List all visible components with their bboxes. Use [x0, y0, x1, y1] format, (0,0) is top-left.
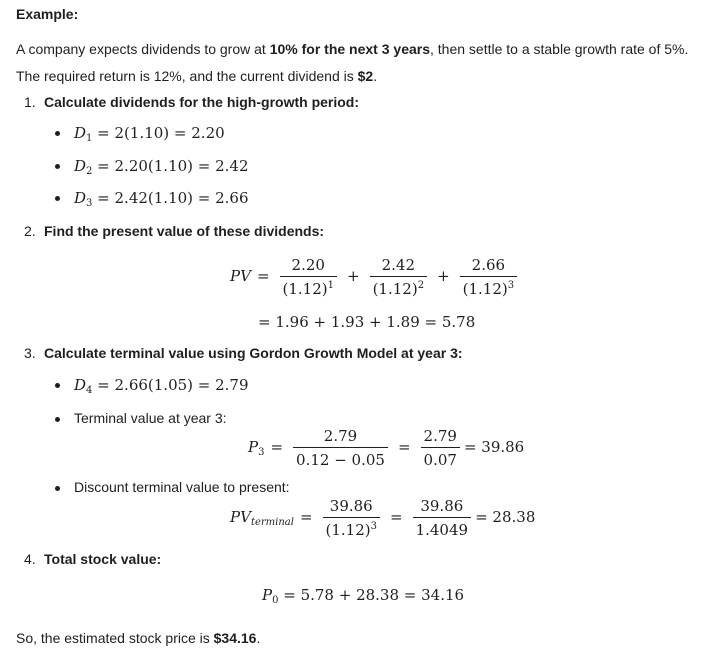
denominator: $(1.12)^2$ [372, 280, 425, 298]
exponent: 1 [327, 280, 334, 291]
equals-sign: = [299, 508, 313, 526]
expression: = 2.20(1.10) = 2.42 [92, 157, 249, 175]
equals-sign: = [390, 508, 403, 526]
symbol: D [74, 157, 87, 175]
bullet-dot [55, 131, 60, 136]
tv-fraction-2 [421, 427, 460, 469]
discount-bullet [74, 479, 290, 495]
equals-sign: = [256, 267, 270, 285]
step-1 [24, 94, 359, 110]
subscript: 4 [86, 385, 93, 396]
dividend-d4 [74, 376, 249, 396]
bullet-dot [55, 164, 60, 169]
tv-fraction-1 [293, 427, 388, 469]
denominator: $(1.12)^3$ [462, 280, 515, 298]
expression: = 2(1.10) = 2.20 [92, 124, 225, 142]
pv-term-3 [460, 256, 517, 298]
numerator: 2.42 [370, 256, 427, 277]
dividend-d3 [74, 189, 249, 209]
pv-result: = 1.96 + 1.93 + 1.89 = 5.78 [258, 313, 476, 331]
bullet-dot [55, 486, 60, 491]
intro-highlight-growth: 10% for the next 3 years [269, 41, 430, 57]
terminal-value-equation [248, 427, 524, 469]
intro-highlight-dividend: $2 [357, 68, 374, 84]
discount-fraction-2 [413, 497, 472, 539]
subscript: 0 [272, 595, 279, 606]
intro-paragraph [16, 36, 706, 90]
pv-equation [230, 256, 521, 298]
step-label: Calculate terminal value using Gordon Growth Model at year 3: [44, 345, 463, 361]
step-label: Calculate dividends for the high-growth period: [44, 94, 360, 110]
symbol: D [74, 124, 87, 142]
bullet-dot [55, 383, 60, 388]
p0-symbol: P [262, 586, 273, 604]
example-heading: Example: [16, 6, 79, 22]
conclusion [16, 630, 260, 646]
step-2 [24, 223, 324, 239]
numerator: 39.86 [413, 497, 472, 518]
total-expression: = 5.78 + 28.38 = 34.16 [278, 586, 465, 604]
plus-sign: + [437, 267, 450, 285]
subscript: 3 [258, 447, 265, 458]
step-4 [24, 551, 161, 567]
discount-equation [230, 497, 535, 539]
step-number: 3. [24, 345, 36, 361]
symbol: D [74, 189, 87, 207]
bullet-dot [55, 196, 60, 201]
conclusion-suffix: . [256, 630, 261, 646]
exponent: 3 [507, 280, 515, 291]
equals-sign: = [397, 438, 411, 456]
subscript: 1 [86, 133, 93, 144]
step-number: 2. [24, 223, 36, 239]
discount-fraction-1 [323, 497, 380, 539]
step-number: 1. [24, 94, 36, 110]
step-label: Total stock value: [44, 551, 162, 567]
p3-result: = 39.86 [463, 438, 525, 456]
step-3 [24, 345, 463, 361]
numerator: 2.66 [460, 256, 517, 277]
terminal-value-label: Terminal value at year 3: [74, 410, 227, 426]
dividend-d2 [74, 157, 249, 177]
denominator: $(1.12)^1$ [282, 280, 334, 298]
p3-symbol: P [248, 438, 259, 456]
intro-text-3: . [373, 68, 378, 84]
pv-terminal-result: = 28.38 [475, 508, 536, 526]
symbol: D [74, 376, 87, 394]
discount-label: Discount terminal value to present: [74, 479, 290, 495]
exponent: 2 [417, 280, 425, 291]
denominator: 0.12 − 0.05 [296, 451, 385, 469]
denominator: $(1.12)^3$ [325, 521, 377, 539]
conclusion-prefix: So, the estimated stock price is [16, 630, 214, 646]
numerator: 2.79 [421, 427, 460, 448]
pv-lhs: PV [230, 267, 251, 285]
pv-term-1 [280, 256, 337, 298]
bullet-dot [55, 417, 60, 422]
dividend-d1 [74, 124, 225, 144]
intro-text-2: , then settle to a stable growth rate of 5%. The required return is 12%, and the current dividend is [16, 41, 689, 84]
numerator: 2.20 [280, 256, 337, 277]
expression: = 2.66(1.05) = 2.79 [92, 376, 249, 394]
expression: = 2.42(1.10) = 2.66 [92, 189, 249, 207]
pv-terminal-symbol: PV [230, 508, 251, 526]
denominator: 0.07 [423, 451, 457, 469]
terminal-value-bullet [74, 410, 227, 426]
intro-text-1: A company expects dividends to grow at [16, 41, 270, 57]
numerator: 2.79 [293, 427, 388, 448]
pv-term-2 [370, 256, 427, 298]
subscript: 2 [86, 166, 93, 177]
subscript: 3 [86, 198, 93, 209]
denominator: 1.4049 [415, 521, 469, 539]
numerator: 39.86 [323, 497, 380, 518]
exponent: 3 [370, 521, 377, 532]
step-label: Find the present value of these dividends: [44, 223, 325, 239]
total-value-equation [262, 586, 464, 606]
subscript: terminal [250, 517, 294, 528]
equals-sign: = [270, 438, 284, 456]
step-number: 4. [24, 551, 36, 567]
conclusion-value: $34.16 [213, 630, 257, 646]
plus-sign: + [347, 267, 360, 285]
